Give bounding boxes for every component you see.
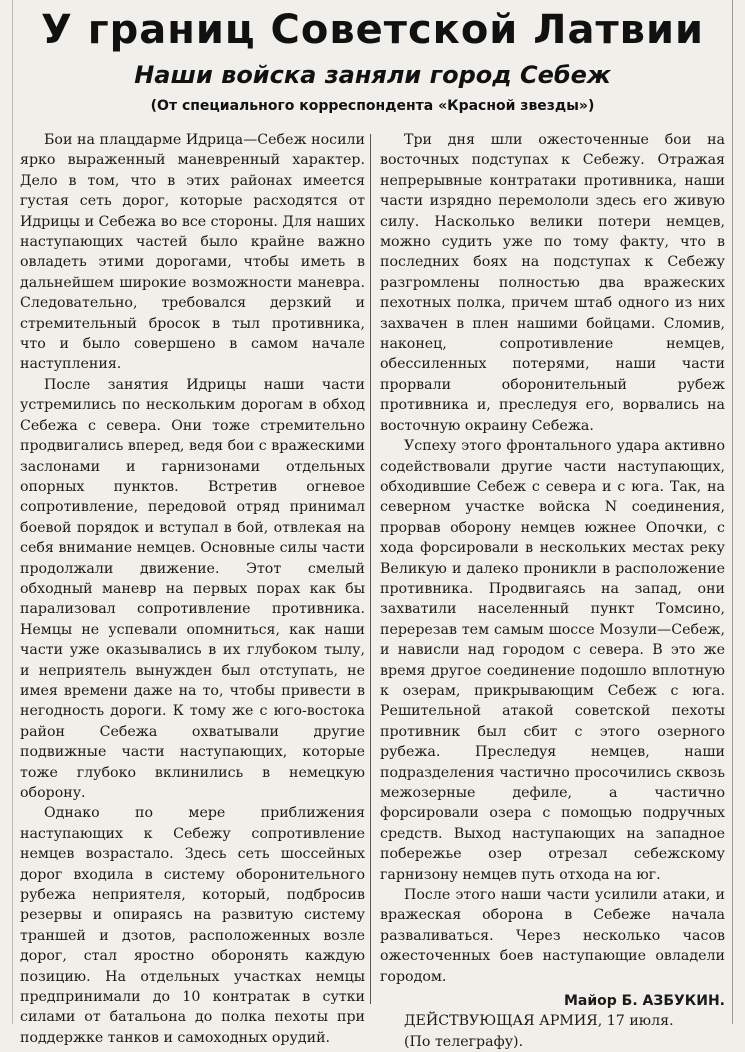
- paragraph: Успеху этого фронтального удара активно содействовали другие части наступающих, обходившие Себеж с севера и с юга. Так, на северном участке войска N соединения, прорвав оборону немцев южнее Опочки, с хода форсировали в нескольких местах реку Великую и далеко проникли в расположение противника. Продвигаясь на запад, они захватили населенный пункт Томсино, перерезав тем самым шоссе Мозули—Себеж, и нависли над городом с севера. В это же время другое соединение подошло вплотную к озерам, прикрывающим Себеж с юга. Решительной атакой советской пехоты противник был сбит с этого озерного рубежа. Преследуя немцев, наши подразделения частично просочились сквозь межозерные дефиле, а частично форсировали озера с помощью подручных средств. Выход наступающих на западное побережье озер отрезал себежскому гарнизону немцев путь отхода на юг.: [380, 438, 725, 883]
- paragraph: После занятия Идрицы наши части устремились по нескольким дорогам в обход Себежа с севера. Они тоже стремительно продвигались вперед, ведя бои с вражескими заслонами и гарнизонами отдельных опорных пунктов. Встретив огневое сопротивление, передовой отряд принимал боевой порядок и вступал в бой, отвлекая на себя внимание немцев. Основные силы части продолжали движение. Этот смелый обходный маневр на первых порах как бы парализовал сопротивление противника. Немцы не успевали опомниться, как наши части уже оказывались в их глубоком тылу, и неприятель вынужден был отступать, не имея времени даже на то, чтобы привести в негодность дороги. К тому же с юго-востока район Себежа охватывали другие подвижные части наступающих, которые тоже глубоко вклинились в немецкую оборону.: [20, 376, 365, 801]
- telegraph-note: (По телеграфу).: [404, 1033, 524, 1050]
- right-column: [380, 130, 725, 1052]
- paragraph: Три дня шли ожесточенные бои на восточных подступах к Себежу. Отражая непрерывные контратаки противника, наши части изрядно перемололи здесь его живую силу. Насколько велики потери немцев, можно судить уже по тому факту, что в последних боях на подступах к Себежу разгромлены полностью два вражеских пехотных полка, причем штаб одного из них захвачен в плен нашими бойцами. Сломив, наконец, сопротивление немцев, обессиленных потерями, наши части прорвали оборонительный рубеж противника и, преследуя его, ворвались на восточную окраину Себежа.: [380, 132, 725, 434]
- paragraph: После этого наши части усилили атаки, и вражеская оборона в Себеже начала разваливаться. Через несколько часов ожесточенных боев наступающие овладели городом.: [380, 887, 725, 985]
- subheadline: Наши войска заняли город Себеж: [134, 61, 611, 89]
- author-signature: Майор Б. АЗБУКИН.: [563, 993, 725, 1010]
- headline: У границ Советской Латвии: [40, 7, 705, 53]
- paragraph: Бои на плацдарме Идрица—Себеж носили ярко выраженный маневренный характер. Дело в том, что в этих районах имеется густая сеть дорог, которые расходятся от Идрицы и Себежа во все стороны. Для наших наступающих частей было крайне важно овладеть этими дорогами, чтобы иметь в дальнейшем широкие возможности маневра. Следовательно, требовался дерзкий и стремительный бросок в тыл противника, что и было совершено в самом начале наступления.: [20, 132, 365, 373]
- left-page-edge: [0, 0, 13, 1024]
- column-divider: [370, 134, 371, 1004]
- byline: (От специального корреспондента «Красной звезды»): [150, 98, 595, 114]
- right-page-edge: [732, 0, 745, 1024]
- paragraph: Однако по мере приближения наступающих к Себежу сопротивление немцев возрастало. Здесь сеть шоссейных дорог входила в систему оборонительного рубежа неприятеля, который, подбросив резервы и опираясь на развитую систему траншей и дзотов, расположенных возле дорог, стал яростно оборонять каждую позицию. На отдельных участках немцы предпринимали до 10 контратак в сутки силами от батальона до полка пехоты при поддержке танков и самоходных орудий.: [20, 805, 365, 1046]
- dateline: ДЕЙСТВУЮЩАЯ АРМИЯ, 17 июля.: [404, 1013, 674, 1030]
- left-column: [20, 130, 365, 1048]
